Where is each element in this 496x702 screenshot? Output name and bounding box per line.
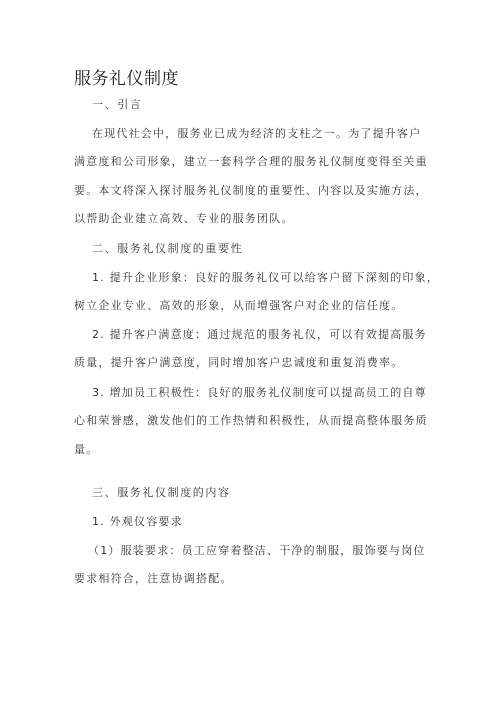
importance-item-3-line-2: 心和荣誉感，激发他们的工作热情和积极性，从而提高整体服务质: [74, 414, 428, 427]
importance-item-2-line-1: 2. 提升客户满意度：通过规范的服务礼仪，可以有效提高服务: [92, 328, 427, 341]
section-heading-importance: 二、服务礼仪制度的重要性: [92, 242, 244, 255]
document-title: 服务礼仪制度: [74, 69, 179, 89]
importance-item-2-line-2: 质量，提升客户满意度，同时增加客户忠诚度和重复消费率。: [74, 356, 404, 369]
importance-item-1-line-1: 1. 提升企业形象：良好的服务礼仪可以给客户留下深刻的印象，: [92, 271, 439, 284]
section-heading-content: 三、服务礼仪制度的内容: [92, 486, 231, 499]
intro-paragraph-line-3: 要。本文将深入探讨服务礼仪制度的重要性、内容以及实施方法，: [74, 184, 428, 197]
intro-paragraph-line-2: 满意度和公司形象，建立一套科学合理的服务礼仪制度变得至关重: [74, 155, 428, 168]
importance-item-1-line-2: 树立企业专业、高效的形象，从而增强客户对企业的信任度。: [74, 299, 404, 312]
intro-paragraph-line-4: 以帮助企业建立高效、专业的服务团队。: [74, 212, 294, 225]
intro-paragraph-line-1: 在现代社会中，服务业已成为经济的支柱之一。为了提升客户: [92, 127, 422, 140]
importance-item-3-line-3: 量。: [74, 443, 99, 456]
appearance-item-1-line-1: （1）服装要求：员工应穿着整洁、干净的制服，服饰要与岗位: [88, 544, 426, 557]
importance-item-3-line-1: 3. 增加员工积极性：良好的服务礼仪制度可以提高员工的自尊: [92, 386, 427, 399]
content-subheading-appearance: 1. 外观仪容要求: [92, 515, 183, 528]
section-heading-introduction: 一、引言: [92, 98, 143, 111]
appearance-item-1-line-2: 要求相符合，注意协调搭配。: [74, 572, 233, 585]
